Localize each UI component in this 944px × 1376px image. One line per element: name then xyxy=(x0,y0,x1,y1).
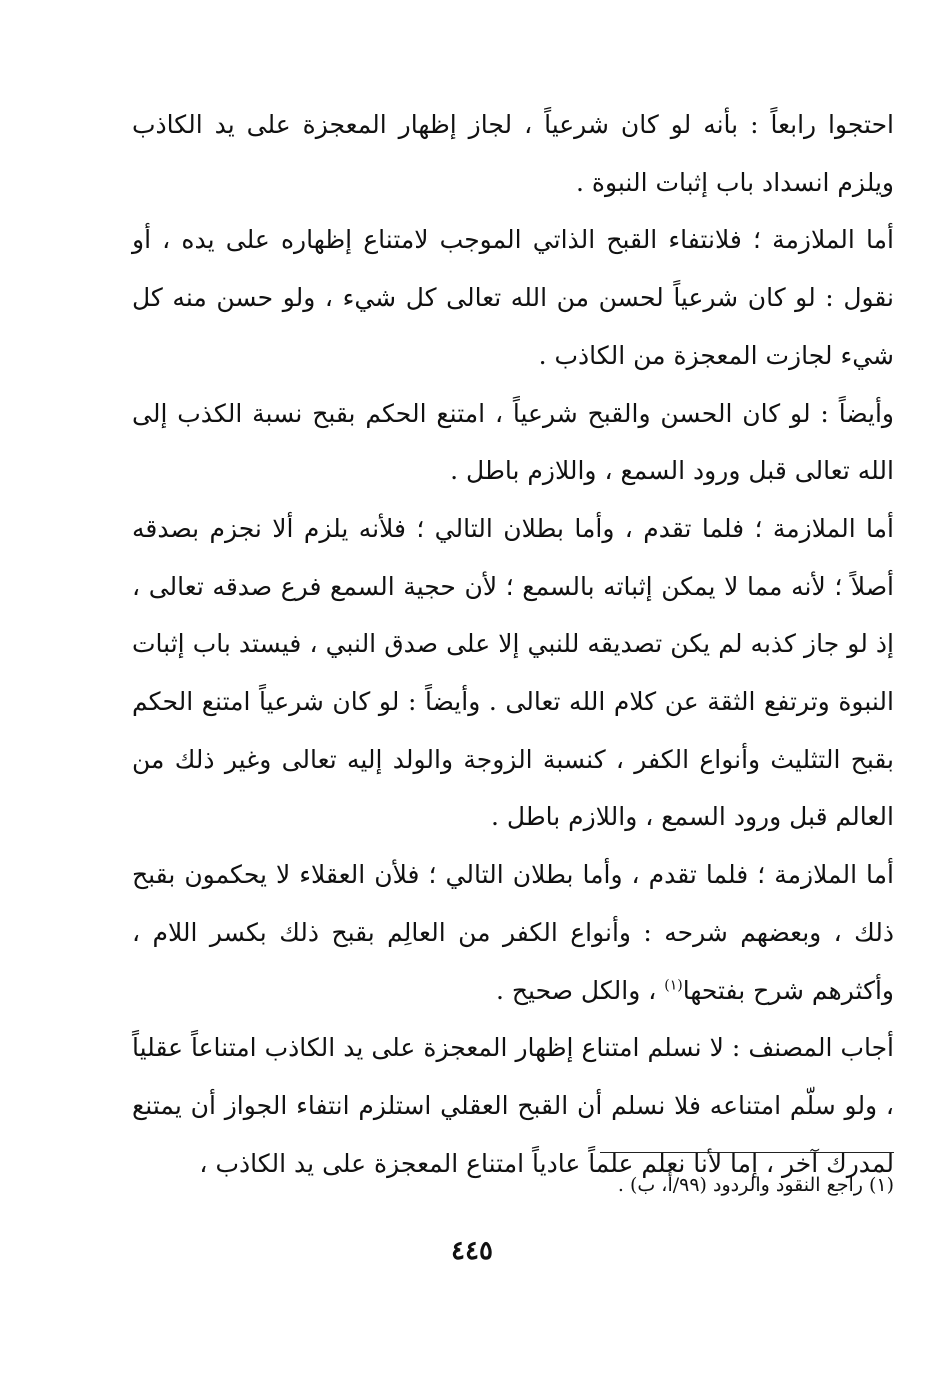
footnote-marker[interactable]: (١) xyxy=(664,977,683,994)
footnote: (١) راجع النقود والردود (٩٩/أ، ب) . xyxy=(617,1174,894,1196)
paragraph-6: أجاب المصنف : لا نسلم امتناع إظهار المعجزة على يد الكاذب امتناعاً عقلياً ، ولو سلّم امتناعه فلا نسلم أن القبح العقلي استلزم انتفاء الجواز أن يمتنع لمدرك آخر ، إما لأنا نعلم علماً عادياً امتناع المعجزة على يد الكاذب ، xyxy=(132,1033,894,1178)
paragraph-5-text: أما الملازمة ؛ فلما تقدم ، وأما بطلان التالي ؛ فلأن العقلاء لا يحكمون بقبح ذلك ، وبعضهم شرحه : وأنواع الكفر من العالِم بقبح ذلك بكسر اللام ، وأكثرهم شرح بفتحها xyxy=(132,860,894,1005)
paragraph-2: أما الملازمة ؛ فلانتفاء القبح الذاتي الموجب لامتناع إظهاره على يده ، أو نقول : لو كان شرعياً لحسن من الله تعالى كل شيء ، ولو حسن منه كل شيء لجازت المعجزة من الكاذب . xyxy=(132,225,894,370)
page-number: ٤٤٥ xyxy=(451,1236,493,1266)
paragraph-4: أما الملازمة ؛ فلما تقدم ، وأما بطلان التالي ؛ فلأنه يلزم ألا نجزم بصدقه أصلاً ؛ لأنه مما لا يمكن إثباته بالسمع ؛ لأن حجية السمع فرع صدقه تعالى ، إذ لو جاز كذبه لم يكن تصديقه للنبي إلا على صدق النبي ، فيستد باب إثبات النبوة وترتفع الثقة عن كلام الله تعالى . وأيضاً : لو كان شرعياً امتنع الحكم بقبح التثليث وأنواع الكفر ، كنسبة الزوجة والولد إليه تعالى وغير ذلك من العالم قبل ورود السمع ، واللازم باطل . xyxy=(132,513,894,832)
footnote-divider xyxy=(600,1152,894,1153)
paragraph-5 xyxy=(132,846,894,1019)
paragraph-3: وأيضاً : لو كان الحسن والقبح شرعياً ، امتنع الحكم بقبح نسبة الكذب إلى الله تعالى قبل ورود السمع ، واللازم باطل . xyxy=(132,398,894,486)
paragraph-5-tail: ، والكل صحيح . xyxy=(496,975,665,1005)
paragraph-1: احتجوا رابعاً : بأنه لو كان شرعياً ، لجاز إظهار المعجزة على يد الكاذب ويلزم انسداد باب إثبات النبوة . xyxy=(132,110,894,197)
main-text xyxy=(132,96,894,1192)
